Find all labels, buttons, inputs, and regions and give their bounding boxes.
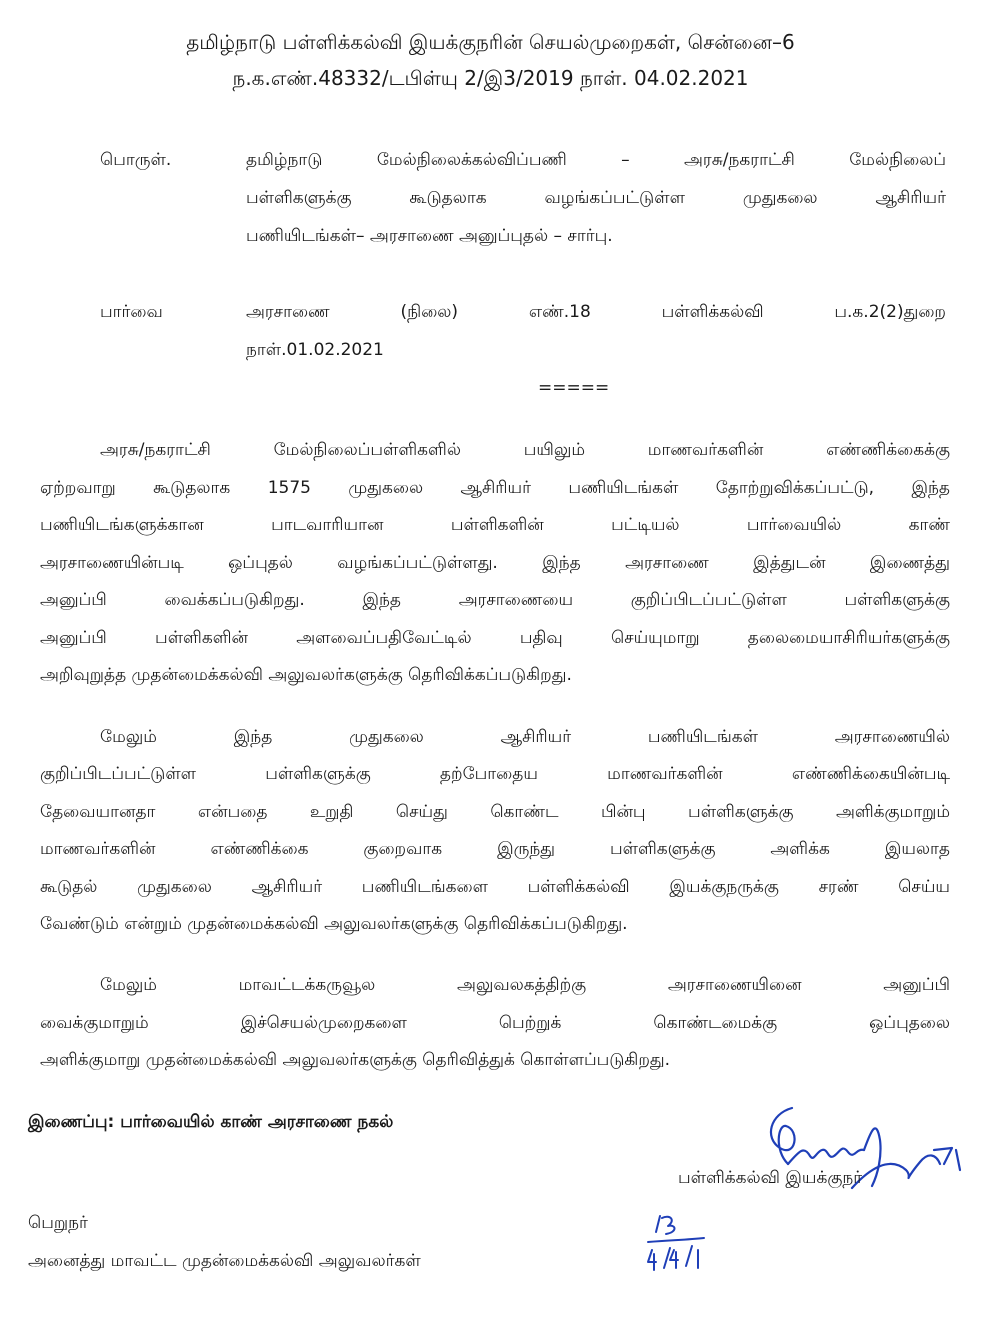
enclosure-note: இணைப்பு: பார்வையில் காண் அரசாணை நகல்: [28, 1112, 394, 1132]
subject-line: தமிழ்நாடு மேல்நிலைக்கல்விப்பணி – அரசு/நகராட்சி மேல்நிலைப்: [246, 150, 946, 170]
reference-label: பார்வை: [100, 302, 163, 322]
signature-mark: [730, 1090, 970, 1220]
separator: =====: [538, 378, 610, 398]
initial-date-mark: [640, 1210, 712, 1280]
recipient-value: அனைத்து மாவட்ட முதன்மைக்கல்வி அலுவலர்கள்: [28, 1251, 421, 1271]
subject-line: பள்ளிகளுக்கு கூடுதலாக வழங்கப்பட்டுள்ள முதுகலை ஆசிரியர்: [246, 188, 946, 208]
reference-number: ந.க.எண்.48332/டபிள்யு 2/இ3/2019 நாள். 04.02.2021: [232, 66, 749, 90]
paragraph-line: வைக்குமாறும் இச்செயல்முறைகளை பெற்றுக் கொண்டமைக்கு ஒப்புதலை: [40, 1013, 950, 1033]
paragraph-line: தேவையானதா என்பதை உறுதி செய்து கொண்ட பின்பு பள்ளிகளுக்கு அளிக்குமாறும்: [40, 802, 950, 822]
paragraph-line: ஏற்றவாறு கூடுதலாக 1575 முதுகலை ஆசிரியர் பணியிடங்கள் தோற்றுவிக்கப்பட்டு, இந்த: [40, 478, 950, 498]
reference-line: அரசாணை (நிலை) எண்.18 பள்ளிக்கல்வி ப.க.2(2)துறை: [246, 302, 946, 322]
subject-label: பொருள்.: [100, 150, 172, 170]
paragraph-line: பணியிடங்களுக்கான பாடவாரியான பள்ளிகளின் பட்டியல் பார்வையில் காண்: [40, 515, 950, 535]
paragraph-line: குறிப்பிடப்பட்டுள்ள பள்ளிகளுக்கு தற்போதைய மாணவர்களின் எண்ணிக்கையின்படி: [40, 764, 950, 784]
paragraph-line: அரசாணையின்படி ஒப்புதல் வழங்கப்பட்டுள்ளது. இந்த அரசாணை இத்துடன் இணைத்து: [40, 553, 950, 573]
paragraph-line: அனுப்பி பள்ளிகளின் அளவைப்பதிவேட்டில் பதிவு செய்யுமாறு தலைமையாசிரியர்களுக்கு: [40, 628, 950, 648]
paragraph-line: மேலும் மாவட்டக்கருவூல அலுவலகத்திற்கு அரசாணையினை அனுப்பி: [100, 975, 950, 995]
subject-line: பணியிடங்கள்– அரசாணை அனுப்புதல் – சார்பு.: [246, 226, 613, 246]
recipient-label: பெறுநர்: [28, 1213, 88, 1233]
office-title: தமிழ்நாடு பள்ளிக்கல்வி இயக்குநரின் செயல்முறைகள், சென்னை–6: [186, 30, 795, 54]
paragraph-line: அறிவுறுத்த முதன்மைக்கல்வி அலுவலர்களுக்கு தெரிவிக்கப்படுகிறது.: [40, 665, 572, 685]
paragraph-line: மேலும் இந்த முதுகலை ஆசிரியர் பணியிடங்கள் அரசாணையில்: [100, 727, 950, 747]
paragraph-line: மாணவர்களின் எண்ணிக்கை குறைவாக இருந்து பள்ளிகளுக்கு அளிக்க இயலாத: [40, 839, 950, 859]
signatory-title: பள்ளிக்கல்வி இயக்குநர்: [678, 1168, 863, 1188]
reference-line: நாள்.01.02.2021: [246, 340, 384, 360]
paragraph-line: அனுப்பி வைக்கப்படுகிறது. இந்த அரசாணையை குறிப்பிடப்பட்டுள்ள பள்ளிகளுக்கு: [40, 590, 950, 610]
paragraph-line: கூடுதல் முதுகலை ஆசிரியர் பணியிடங்களை பள்ளிக்கல்வி இயக்குநருக்கு சரண் செய்ய: [40, 877, 950, 897]
paragraph-line: அரசு/நகராட்சி மேல்நிலைப்பள்ளிகளில் பயிலும் மாணவர்களின் எண்ணிக்கைக்கு: [100, 440, 950, 460]
paragraph-line: வேண்டும் என்றும் முதன்மைக்கல்வி அலுவலர்களுக்கு தெரிவிக்கப்படுகிறது.: [40, 914, 628, 934]
paragraph-line: அளிக்குமாறு முதன்மைக்கல்வி அலுவலர்களுக்கு தெரிவித்துக் கொள்ளப்படுகிறது.: [40, 1050, 671, 1070]
